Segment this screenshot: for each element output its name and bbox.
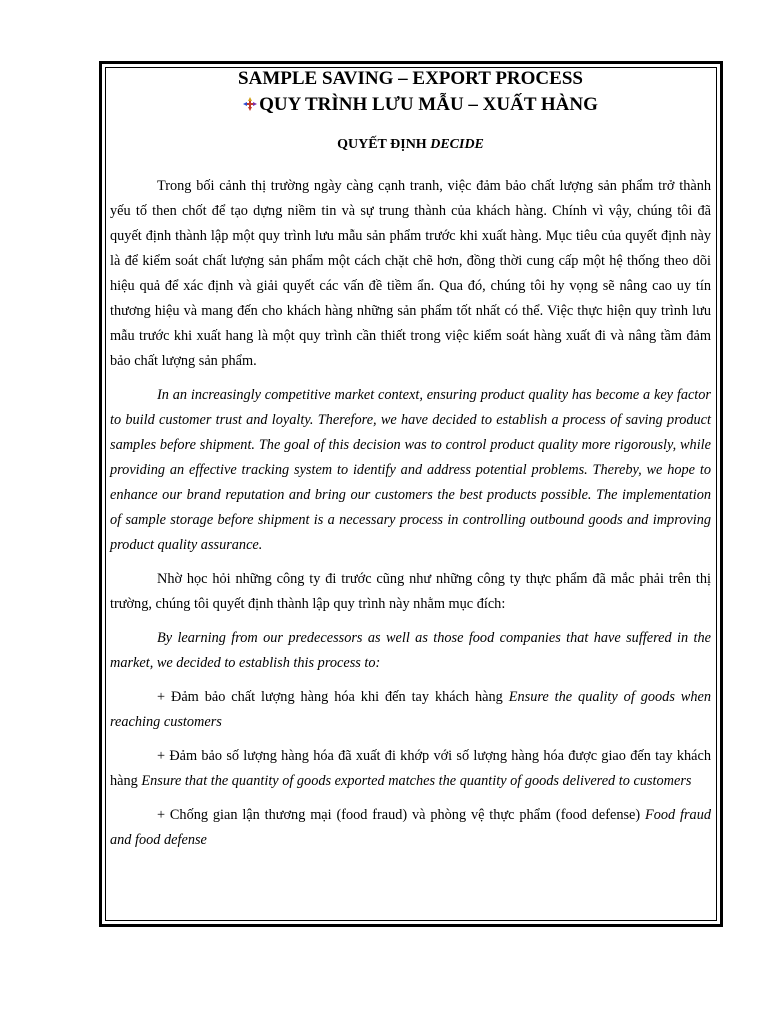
paragraph-intro-en: In an increasingly competitive market context, ensuring product quality has become a key factor to build customer trust and loyalty. Therefore, we have decided to establish a process of saving product samples before shipment. The goal of this decision was to control product quality more rigorously, while providing an effective tracking system to identify and address potential problems. Thereby, we hope to enhance our brand reputation and bring our customers the best products possible. The implementation of sample storage before shipment is a necessary process in controlling outbound goods and improving product quality assurance. [110, 387, 711, 553]
decision-heading-en: DECIDE [430, 137, 484, 152]
document-title-vi-line [110, 92, 711, 118]
decision-heading-vi: QUYẾT ĐỊNH [337, 137, 427, 152]
purpose-item-vi: + Đảm bảo chất lượng hàng hóa khi đến tay khách hàng [157, 689, 509, 705]
document-title-vi: QUY TRÌNH LƯU MẪU – XUẤT HÀNG [259, 94, 598, 115]
purpose-item-en: Ensure the quality of goods when reaching customers [110, 689, 711, 730]
paragraph-intro-vi: Trong bối cảnh thị trường ngày càng cạnh tranh, việc đảm bảo chất lượng sản phẩm trở thành yếu tố then chốt để tạo dựng niềm tin và sự trung thành của khách hàng. Chính vì vậy, chúng tôi đã quyết định thành lập một quy trình lưu mẫu sản phẩm trước khi xuất hàng. Mục tiêu của quyết định này là để kiểm soát chất lượng sản phẩm một cách chặt chẽ hơn, đồng thời cung cấp một hệ thống theo dõi hiệu quả để xác định và giải quyết các vấn đề tiềm ẩn. Qua đó, chúng tôi hy vọng sẽ nâng cao uy tín thương hiệu và mang đến cho khách hàng những sản phẩm tốt nhất có thể. Việc thực hiện quy trình lưu mẫu trước khi xuất hang là một quy trình cần thiết trong việc kiểm soát hàng xuất đi và nâng tầm đảm bảo chất lượng sản phẩm. [110, 178, 711, 369]
paragraph-purpose-vi: Nhờ học hỏi những công ty đi trước cũng như những công ty thực phẩm đã mắc phải trên thị trường, chúng tôi quyết định thành lập quy trình này nhằm mục đích: [110, 571, 711, 612]
decision-heading [110, 135, 711, 155]
purpose-item-vi: + Chống gian lận thương mại (food fraud) và phòng vệ thực phẩm (food defense) [157, 807, 645, 823]
document-title-en: SAMPLE SAVING – EXPORT PROCESS [238, 68, 583, 89]
purpose-item-quantity [110, 744, 711, 794]
purpose-item-quality [110, 685, 711, 735]
purpose-item-en: Food fraud and food defense [110, 807, 711, 848]
document-body [110, 66, 711, 862]
purpose-item-fraud [110, 803, 711, 853]
purpose-item-vi: + Đảm bảo số lượng hàng hóa đã xuất đi khớp với số lượng hàng hóa được giao đến tay khách hàng [110, 748, 711, 789]
four-arrows-bullet-icon [243, 97, 257, 111]
purpose-item-en: Ensure that the quantity of goods exported matches the quantity of goods delivered to customers [141, 773, 692, 789]
paragraph-purpose-en: By learning from our predecessors as well as those food companies that have suffered in the market, we decided to establish this process to: [110, 630, 711, 671]
